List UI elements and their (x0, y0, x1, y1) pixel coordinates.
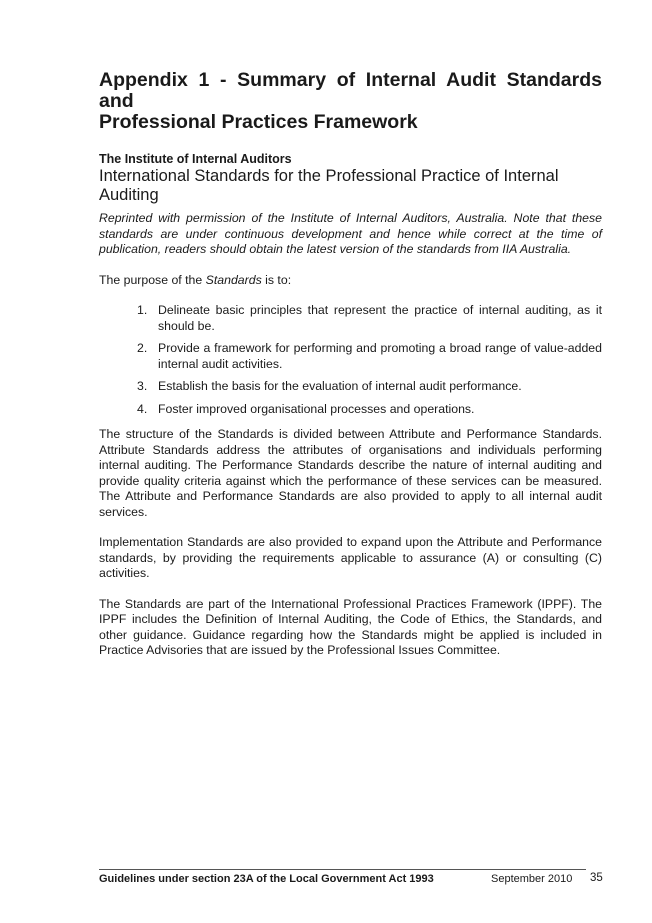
body-paragraph-ippf: The Standards are part of the International Professional Practices Framework (IPPF). The IPPF includes the Definition of Internal Auditing, the Code of Ethics, the Standards, and other guidance. Guidance regarding how the Standards might be applied is included in Practice Advisories that are issued by the Professional Issues Committee. (99, 596, 602, 657)
purpose-list-text: Delineate basic principles that represent the practice of internal auditing, as it should be. (158, 303, 602, 333)
purpose-list-number: 1. (137, 303, 148, 317)
purpose-list-item (99, 341, 602, 372)
purpose-list (99, 303, 602, 417)
purpose-intro (99, 273, 602, 289)
purpose-intro-emphasis: Standards (205, 272, 262, 287)
page-number: 35 (590, 872, 603, 884)
purpose-list-number: 4. (137, 401, 148, 416)
footer-document-title: Guidelines under section 23A of the Local Government Act 1993 (99, 873, 434, 885)
organisation-heading: The Institute of Internal Auditors (99, 152, 292, 166)
purpose-intro-before: The purpose of the (99, 272, 206, 287)
page-title-line-1: Appendix 1 - Summary of Internal Audit Standards and (99, 69, 602, 112)
purpose-list-number: 2. (137, 341, 148, 355)
page-title (99, 70, 602, 133)
body-paragraph-structure: The structure of the Standards is divided between Attribute and Performance Standards. Attribute Standards address the attributes of organisations and individuals performing internal auditing. The Performance Standards describe the nature of internal auditing and provide quality criteria against which the performance of these services can be measured. The Attribute and Performance Standards are also provided to apply to all internal audit services. (99, 427, 602, 519)
body-paragraph-implementation: Implementation Standards are also provided to expand upon the Attribute and Performance standards, by providing the requirements applicable to assurance (A) or consulting (C) activities. (99, 535, 602, 580)
purpose-list-text: Establish the basis for the evaluation of internal audit performance. (158, 379, 522, 393)
footer-divider (99, 869, 586, 870)
purpose-list-number: 3. (137, 379, 148, 393)
footer-date: September 2010 (491, 873, 573, 885)
purpose-list-item (99, 379, 602, 395)
standards-subtitle: International Standards for the Professional Practice of Internal Auditing (99, 167, 559, 204)
purpose-list-text: Foster improved organisational processes and operations. (158, 401, 475, 416)
page-title-line-2: Professional Practices Framework (99, 111, 418, 133)
purpose-list-text: Provide a framework for performing and promoting a broad range of value-added internal audit activities. (158, 341, 602, 371)
purpose-list-item (99, 402, 602, 418)
reprint-note: Reprinted with permission of the Institute of Internal Auditors, Australia. Note that these standards are under continuous development and hence while correct at the time of publication, readers should obtain the latest version of the standards from IIA Australia. (99, 211, 602, 256)
page-content (99, 70, 602, 671)
purpose-intro-after: is to: (261, 272, 292, 287)
purpose-list-item (99, 303, 602, 334)
